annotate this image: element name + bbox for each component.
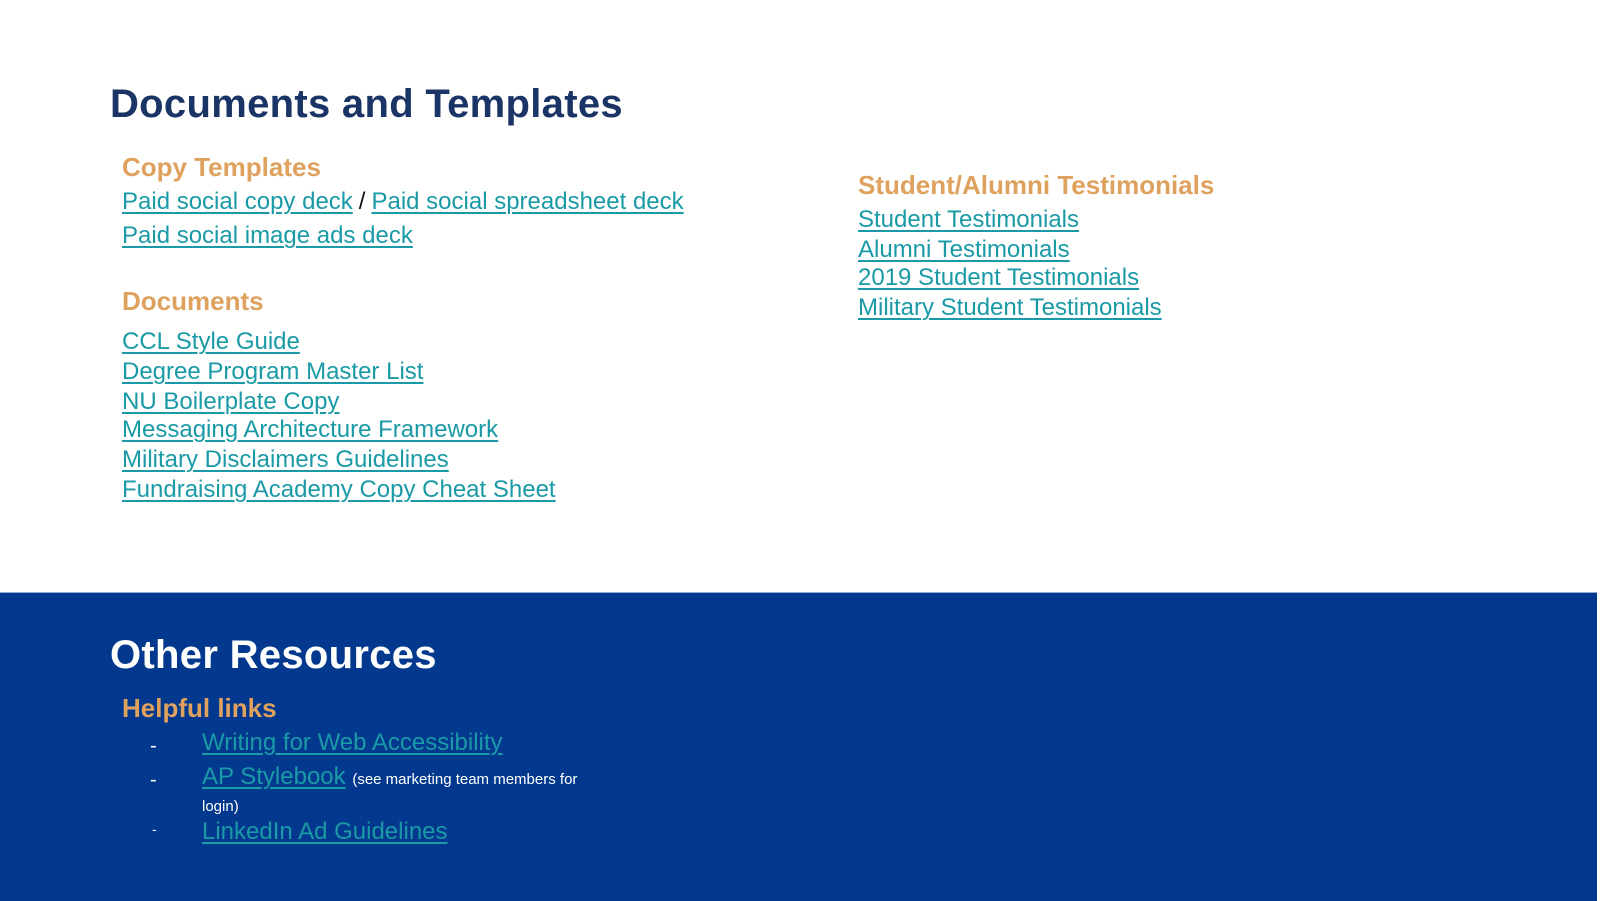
bullet-dash: -: [150, 769, 157, 791]
section-title: Documents and Templates: [110, 82, 623, 126]
copy-templates-row-2: [122, 222, 413, 250]
paid-social-spreadsheet-deck-link[interactable]: Paid social spreadsheet deck: [371, 188, 684, 215]
military-disclaimers-guidelines-link[interactable]: Military Disclaimers Guidelines: [122, 446, 449, 473]
helpful-links-heading: Helpful links: [122, 693, 277, 723]
student-testimonials-link[interactable]: Student Testimonials: [858, 206, 1080, 233]
testimonial-link-row: [858, 294, 1162, 322]
alumni-testimonials-link[interactable]: Alumni Testimonials: [858, 236, 1070, 263]
2019-student-testimonials-link[interactable]: 2019 Student Testimonials: [858, 264, 1140, 291]
military-student-testimonials-link[interactable]: Military Student Testimonials: [858, 294, 1162, 321]
ccl-style-guide-link[interactable]: CCL Style Guide: [122, 328, 300, 355]
messaging-architecture-framework-link[interactable]: Messaging Architecture Framework: [122, 416, 499, 443]
paid-social-copy-deck-link[interactable]: Paid social copy deck: [122, 188, 353, 215]
doc-link-row: [122, 446, 449, 474]
linkedin-ad-guidelines-link[interactable]: LinkedIn Ad Guidelines: [202, 818, 448, 845]
bullet-dash: -: [152, 821, 157, 837]
doc-link-row: [122, 388, 339, 416]
other-resources-section: [0, 592, 1597, 901]
helpful-link-row: [202, 763, 577, 791]
doc-link-row: [122, 358, 423, 386]
section-title: Other Resources: [110, 633, 437, 677]
testimonial-link-row: [858, 264, 1139, 292]
documents-heading: Documents: [122, 286, 264, 316]
testimonial-link-row: [858, 236, 1070, 264]
writing-web-accessibility-link[interactable]: Writing for Web Accessibility: [202, 729, 503, 756]
degree-program-master-list-link[interactable]: Degree Program Master List: [122, 358, 424, 385]
bullet-dash: -: [150, 735, 157, 757]
separator: /: [358, 188, 366, 215]
copy-templates-row-1: [122, 188, 684, 216]
doc-link-row: [122, 476, 556, 504]
doc-link-row: [122, 328, 300, 356]
doc-link-row: [122, 416, 498, 444]
fundraising-academy-cheat-sheet-link[interactable]: Fundraising Academy Copy Cheat Sheet: [122, 476, 556, 503]
ap-stylebook-link[interactable]: AP Stylebook: [202, 763, 346, 790]
nu-boilerplate-copy-link[interactable]: NU Boilerplate Copy: [122, 388, 340, 415]
testimonial-link-row: [858, 206, 1079, 234]
copy-templates-heading: Copy Templates: [122, 152, 321, 182]
paid-social-image-ads-deck-link[interactable]: Paid social image ads deck: [122, 222, 413, 249]
ap-stylebook-note: (see marketing team members for: [352, 771, 578, 788]
helpful-link-row: [202, 729, 503, 757]
testimonials-heading: Student/Alumni Testimonials: [858, 170, 1215, 200]
ap-stylebook-note-continued: login): [202, 798, 239, 815]
helpful-link-row: [202, 818, 448, 846]
